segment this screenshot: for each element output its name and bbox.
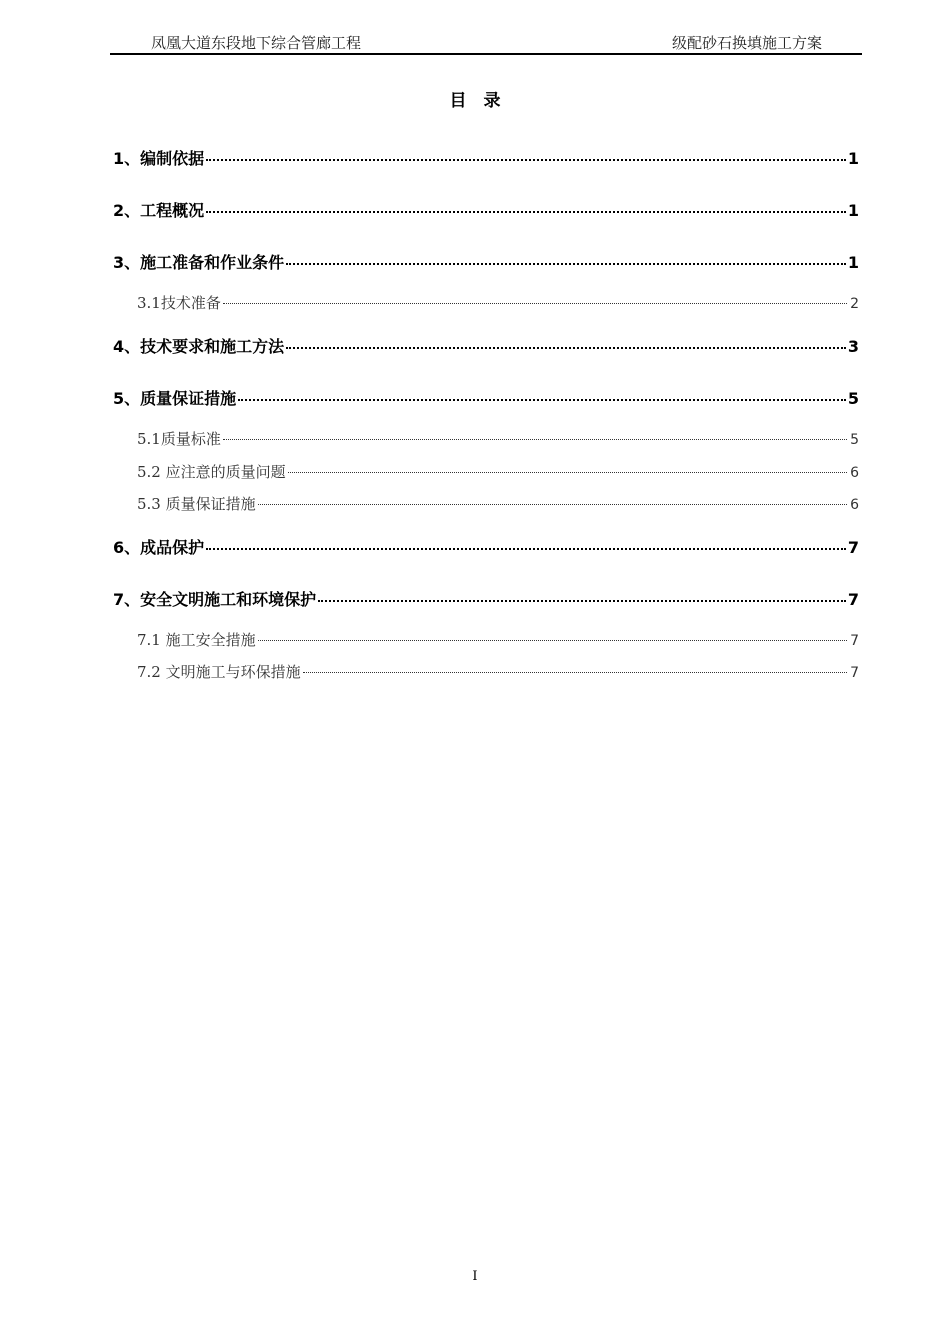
toc-entry-7[interactable]: [113, 587, 859, 610]
running-header: [110, 30, 862, 55]
toc-leader-dots: [223, 288, 847, 304]
toc-entry-label: 3、施工准备和作业条件: [113, 253, 285, 272]
toc-entry-page: 3: [847, 337, 859, 356]
toc-entry-7-1[interactable]: [137, 629, 859, 650]
toc-entry-page: 1: [847, 253, 859, 272]
toc-entry-2[interactable]: [113, 198, 859, 221]
toc-entry-page: 7: [850, 633, 859, 649]
page-number: I: [472, 1269, 478, 1284]
toc-leader-dots: [206, 195, 846, 213]
header-document-title: 级配砂石换填施工方案: [671, 34, 822, 52]
toc-entry-3[interactable]: [113, 250, 859, 273]
toc-entry-1[interactable]: [113, 146, 859, 169]
toc-leader-dots: [258, 489, 847, 505]
toc-leader-dots: [258, 625, 847, 641]
toc-entry-5-1[interactable]: [137, 428, 859, 449]
toc-entry-label: 7.1 施工安全措施: [137, 631, 256, 649]
toc-title: 目 录: [449, 91, 501, 111]
toc-entry-label: 7.2 文明施工与环保措施: [137, 663, 301, 681]
toc-entry-page: 1: [847, 201, 859, 220]
toc-leader-dots: [318, 584, 846, 602]
toc-entry-page: 2: [850, 296, 859, 312]
toc-entry-6[interactable]: [113, 535, 859, 558]
toc-entry-label: 2、工程概况: [113, 201, 205, 220]
toc-entry-label: 5.2 应注意的质量问题: [137, 463, 286, 481]
toc-leader-dots: [206, 143, 846, 161]
toc-entry-label: 1、编制依据: [113, 149, 205, 168]
toc-entry-label: 3.1技术准备: [137, 294, 221, 312]
toc-entry-page: 5: [850, 432, 859, 448]
toc-entry-label: 5.3 质量保证措施: [137, 495, 256, 513]
toc-leader-dots: [288, 457, 847, 473]
toc-entry-label: 4、技术要求和施工方法: [113, 337, 285, 356]
toc-entry-page: 5: [847, 389, 859, 408]
toc-entry-page: 7: [850, 665, 859, 681]
toc-entry-label: 6、成品保护: [113, 538, 205, 557]
toc-leader-dots: [286, 331, 846, 349]
header-project-name: 凤凰大道东段地下综合管廊工程: [151, 34, 362, 52]
toc-leader-dots: [303, 657, 847, 673]
toc-entry-page: 1: [847, 149, 859, 168]
toc-entry-label: 5.1质量标准: [137, 430, 221, 448]
toc-entry-page: 6: [850, 497, 859, 513]
toc-entry-5-3[interactable]: [137, 493, 859, 514]
toc-entry-label: 5、质量保证措施: [113, 389, 237, 408]
toc-leader-dots: [238, 383, 846, 401]
toc-entry-page: 7: [847, 538, 859, 557]
toc-entry-7-2[interactable]: [137, 661, 859, 682]
toc-entry-3-1[interactable]: [137, 292, 859, 313]
toc-leader-dots: [206, 532, 846, 550]
toc-entry-5-2[interactable]: [137, 461, 859, 482]
toc-leader-dots: [223, 424, 847, 440]
toc-entry-label: 7、安全文明施工和环境保护: [113, 590, 317, 609]
toc-leader-dots: [286, 247, 846, 265]
toc-entry-5[interactable]: [113, 386, 859, 409]
toc-entry-4[interactable]: [113, 334, 859, 357]
toc-entry-page: 6: [850, 465, 859, 481]
toc-entry-page: 7: [847, 590, 859, 609]
